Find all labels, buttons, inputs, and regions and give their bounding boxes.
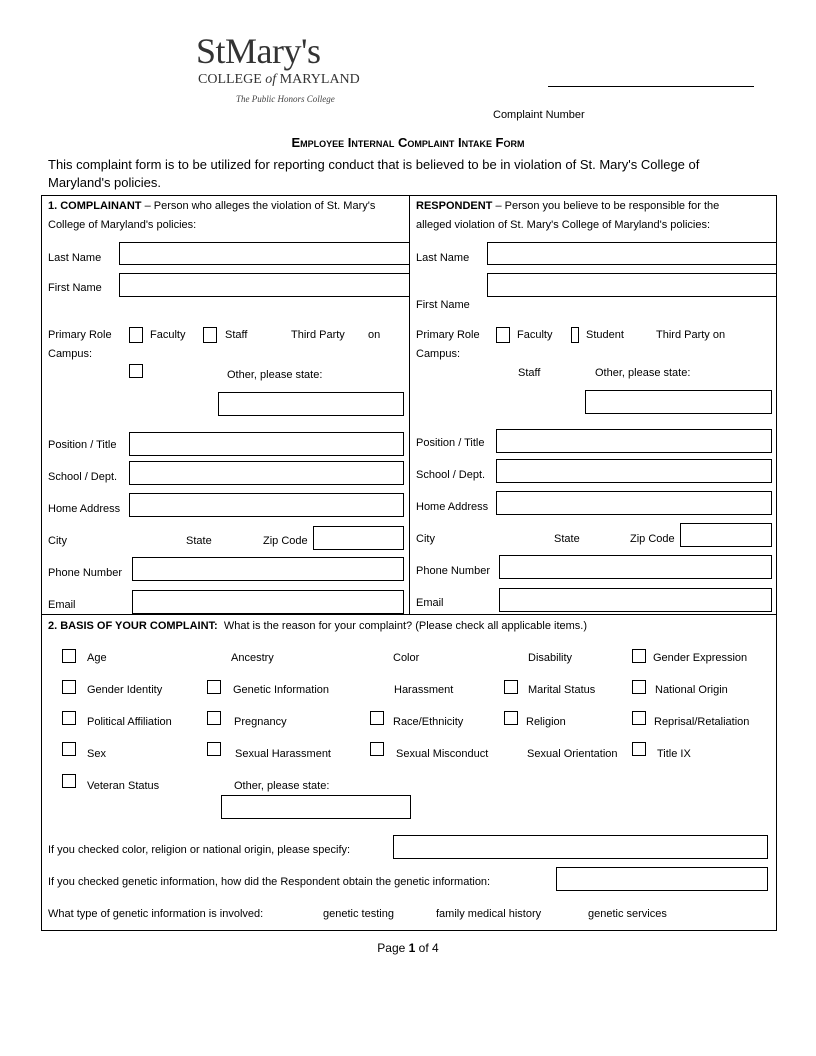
gender-identity-label: Gender Identity xyxy=(87,684,163,696)
gender-identity-checkbox[interactable] xyxy=(62,680,76,694)
family-history-option[interactable]: family medical history xyxy=(436,908,542,920)
race-ethnicity-checkbox[interactable] xyxy=(370,711,384,725)
r-faculty-checkbox[interactable] xyxy=(496,327,510,343)
c-campus-label: Campus: xyxy=(48,348,93,360)
respondent-heading-line xyxy=(416,199,719,213)
r-zip-label: Zip Code xyxy=(630,533,675,545)
page-total: 4 xyxy=(432,941,439,955)
r-staff-label: Staff xyxy=(518,367,541,379)
c-state-label: State xyxy=(186,535,212,547)
basis-question: What is the reason for your complaint? (Please check all applicable items.) xyxy=(223,620,587,632)
c-first-name-label: First Name xyxy=(48,282,102,294)
r-third-party-label: Third Party on xyxy=(656,329,726,341)
c-phone-field[interactable] xyxy=(132,557,404,581)
sexual-harassment-checkbox[interactable] xyxy=(207,742,221,756)
national-origin-checkbox[interactable] xyxy=(632,680,646,694)
logo-of: of xyxy=(265,72,277,87)
r-faculty-label: Faculty xyxy=(517,329,553,341)
sexual-misconduct-label: Sexual Misconduct xyxy=(396,748,489,760)
r-email-field[interactable] xyxy=(499,588,772,612)
race-ethnicity-label: Race/Ethnicity xyxy=(393,716,464,728)
pregnancy-checkbox[interactable] xyxy=(207,711,221,725)
political-affiliation-label: Political Affiliation xyxy=(87,716,172,728)
c-email-label: Email xyxy=(48,599,76,611)
logo-marys: Mary's xyxy=(225,31,321,71)
title-ix-checkbox[interactable] xyxy=(632,742,646,756)
c-zip-label: Zip Code xyxy=(263,535,308,547)
genetic-testing-option[interactable]: genetic testing xyxy=(323,908,394,920)
title-ix-label: Title IX xyxy=(657,748,691,760)
complainant-heading-line xyxy=(48,199,375,213)
c-city-label: City xyxy=(48,535,67,547)
c-third-party-label: Third Party xyxy=(291,329,345,341)
r-zip-field[interactable] xyxy=(680,523,772,547)
genetic-obtain-field[interactable] xyxy=(556,867,768,891)
genetic-type-question: What type of genetic information is involved: xyxy=(48,908,264,920)
sexual-harassment-label: Sexual Harassment xyxy=(235,748,331,760)
basis-heading: 2. BASIS OF YOUR COMPLAINT: xyxy=(48,620,218,632)
color-label: Color xyxy=(393,652,420,664)
r-phone-field[interactable] xyxy=(499,555,772,579)
c-position-label: Position / Title xyxy=(48,439,117,451)
c-faculty-label: Faculty xyxy=(150,329,186,341)
c-phone-label: Phone Number xyxy=(48,567,122,579)
genetic-obtain-question: If you checked genetic information, how did the Respondent obtain the genetic information: xyxy=(48,876,491,888)
r-home-label: Home Address xyxy=(416,501,489,513)
logo-college: COLLEGE xyxy=(198,72,262,87)
page-footer xyxy=(0,941,816,955)
complainant-heading: 1. COMPLAINANT xyxy=(48,200,142,212)
marital-status-checkbox[interactable] xyxy=(504,680,518,694)
form-title: Employee Internal Complaint Intake Form xyxy=(291,135,525,150)
political-affiliation-checkbox[interactable] xyxy=(62,711,76,725)
r-campus-label: Campus: xyxy=(416,348,461,360)
logo-tagline: The Public Honors College xyxy=(236,94,335,104)
r-last-name-field[interactable] xyxy=(487,242,777,265)
r-phone-label: Phone Number xyxy=(416,565,490,577)
r-student-label: Student xyxy=(586,329,624,341)
sexual-misconduct-checkbox[interactable] xyxy=(370,742,384,756)
veteran-status-checkbox[interactable] xyxy=(62,774,76,788)
age-label: Age xyxy=(87,652,107,664)
harassment-label: Harassment xyxy=(394,684,454,696)
page-of: of xyxy=(418,941,429,955)
intro-text: This complaint form is to be utilized for reporting conduct that is believed to be in violation of St. Mary's College of Maryland's policies. xyxy=(48,157,700,190)
respondent-desc-2: alleged violation of St. Mary's College of Maryland's policies: xyxy=(416,219,711,231)
sex-checkbox[interactable] xyxy=(62,742,76,756)
veteran-status-label: Veteran Status xyxy=(87,780,160,792)
logo-maryland: MARYLAND xyxy=(279,72,360,87)
page-number: 1 xyxy=(408,941,416,955)
page-label: Page xyxy=(377,941,406,955)
complainant-desc-1: – Person who alleges the violation of St. Mary's xyxy=(144,200,376,212)
religion-label: Religion xyxy=(526,716,566,728)
specify-question: If you checked color, religion or national origin, please specify: xyxy=(48,844,351,856)
pregnancy-label: Pregnancy xyxy=(234,716,287,728)
r-school-label: School / Dept. xyxy=(416,469,486,481)
marital-status-label: Marital Status xyxy=(528,684,596,696)
reprisal-label: Reprisal/Retaliation xyxy=(654,716,750,728)
c-faculty-checkbox[interactable] xyxy=(129,327,143,343)
national-origin-label: National Origin xyxy=(655,684,728,696)
c-other-label: Other, please state: xyxy=(227,369,323,381)
c-last-name-label: Last Name xyxy=(48,252,102,264)
respondent-heading: RESPONDENT xyxy=(416,200,493,212)
c-staff-checkbox[interactable] xyxy=(203,327,217,343)
logo-st: St xyxy=(196,31,226,71)
ancestry-label: Ancestry xyxy=(231,652,274,664)
r-last-name-label: Last Name xyxy=(416,252,470,264)
c-home-label: Home Address xyxy=(48,503,121,515)
r-state-label: State xyxy=(554,533,580,545)
r-home-field[interactable] xyxy=(496,491,772,515)
c-school-label: School / Dept. xyxy=(48,471,118,483)
gender-expression-label: Gender Expression xyxy=(653,652,748,664)
c-first-name-field[interactable] xyxy=(119,273,410,297)
complaint-number-label: Complaint Number xyxy=(493,109,585,121)
r-school-field[interactable] xyxy=(496,459,772,483)
basis-other-field[interactable] xyxy=(221,795,411,819)
reprisal-checkbox[interactable] xyxy=(632,711,646,725)
respondent-desc-1: – Person you believe to be responsible for the xyxy=(495,200,720,212)
complainant-desc-2: College of Maryland's policies: xyxy=(48,219,197,231)
r-first-name-label: First Name xyxy=(416,299,470,311)
genetic-information-label: Genetic Information xyxy=(233,684,329,696)
sexual-orientation-label: Sexual Orientation xyxy=(527,748,618,760)
c-position-field[interactable] xyxy=(129,432,404,456)
c-zip-field[interactable] xyxy=(313,526,404,550)
complaint-number-line[interactable] xyxy=(548,86,754,87)
r-primary-role-label: Primary Role xyxy=(416,329,480,341)
religion-checkbox[interactable] xyxy=(504,711,518,725)
c-staff-label: Staff xyxy=(225,329,248,341)
specify-field[interactable] xyxy=(393,835,768,859)
disability-label: Disability xyxy=(528,652,573,664)
basis-other-label: Other, please state: xyxy=(234,780,330,792)
c-last-name-field[interactable] xyxy=(119,242,410,265)
age-checkbox[interactable] xyxy=(62,649,76,663)
c-primary-role-label: Primary Role xyxy=(48,329,112,341)
c-third-party-checkbox[interactable] xyxy=(129,364,143,378)
c-school-field[interactable] xyxy=(129,461,404,485)
r-position-field[interactable] xyxy=(496,429,772,453)
c-other-field[interactable] xyxy=(218,392,404,416)
basis-heading-line xyxy=(48,619,587,633)
r-other-field[interactable] xyxy=(585,390,772,414)
c-home-field[interactable] xyxy=(129,493,404,517)
r-city-label: City xyxy=(416,533,435,545)
genetic-information-checkbox[interactable] xyxy=(207,680,221,694)
c-on-label: on xyxy=(368,329,381,341)
r-email-label: Email xyxy=(416,597,444,609)
r-first-name-field[interactable] xyxy=(487,273,777,297)
c-email-field[interactable] xyxy=(132,590,404,614)
college-logo xyxy=(196,32,371,112)
r-student-checkbox[interactable] xyxy=(571,327,579,343)
r-other-label: Other, please state: xyxy=(595,367,691,379)
genetic-services-option[interactable]: genetic services xyxy=(588,908,667,920)
sex-label: Sex xyxy=(87,748,106,760)
gender-expression-checkbox[interactable] xyxy=(632,649,646,663)
r-position-label: Position / Title xyxy=(416,437,485,449)
